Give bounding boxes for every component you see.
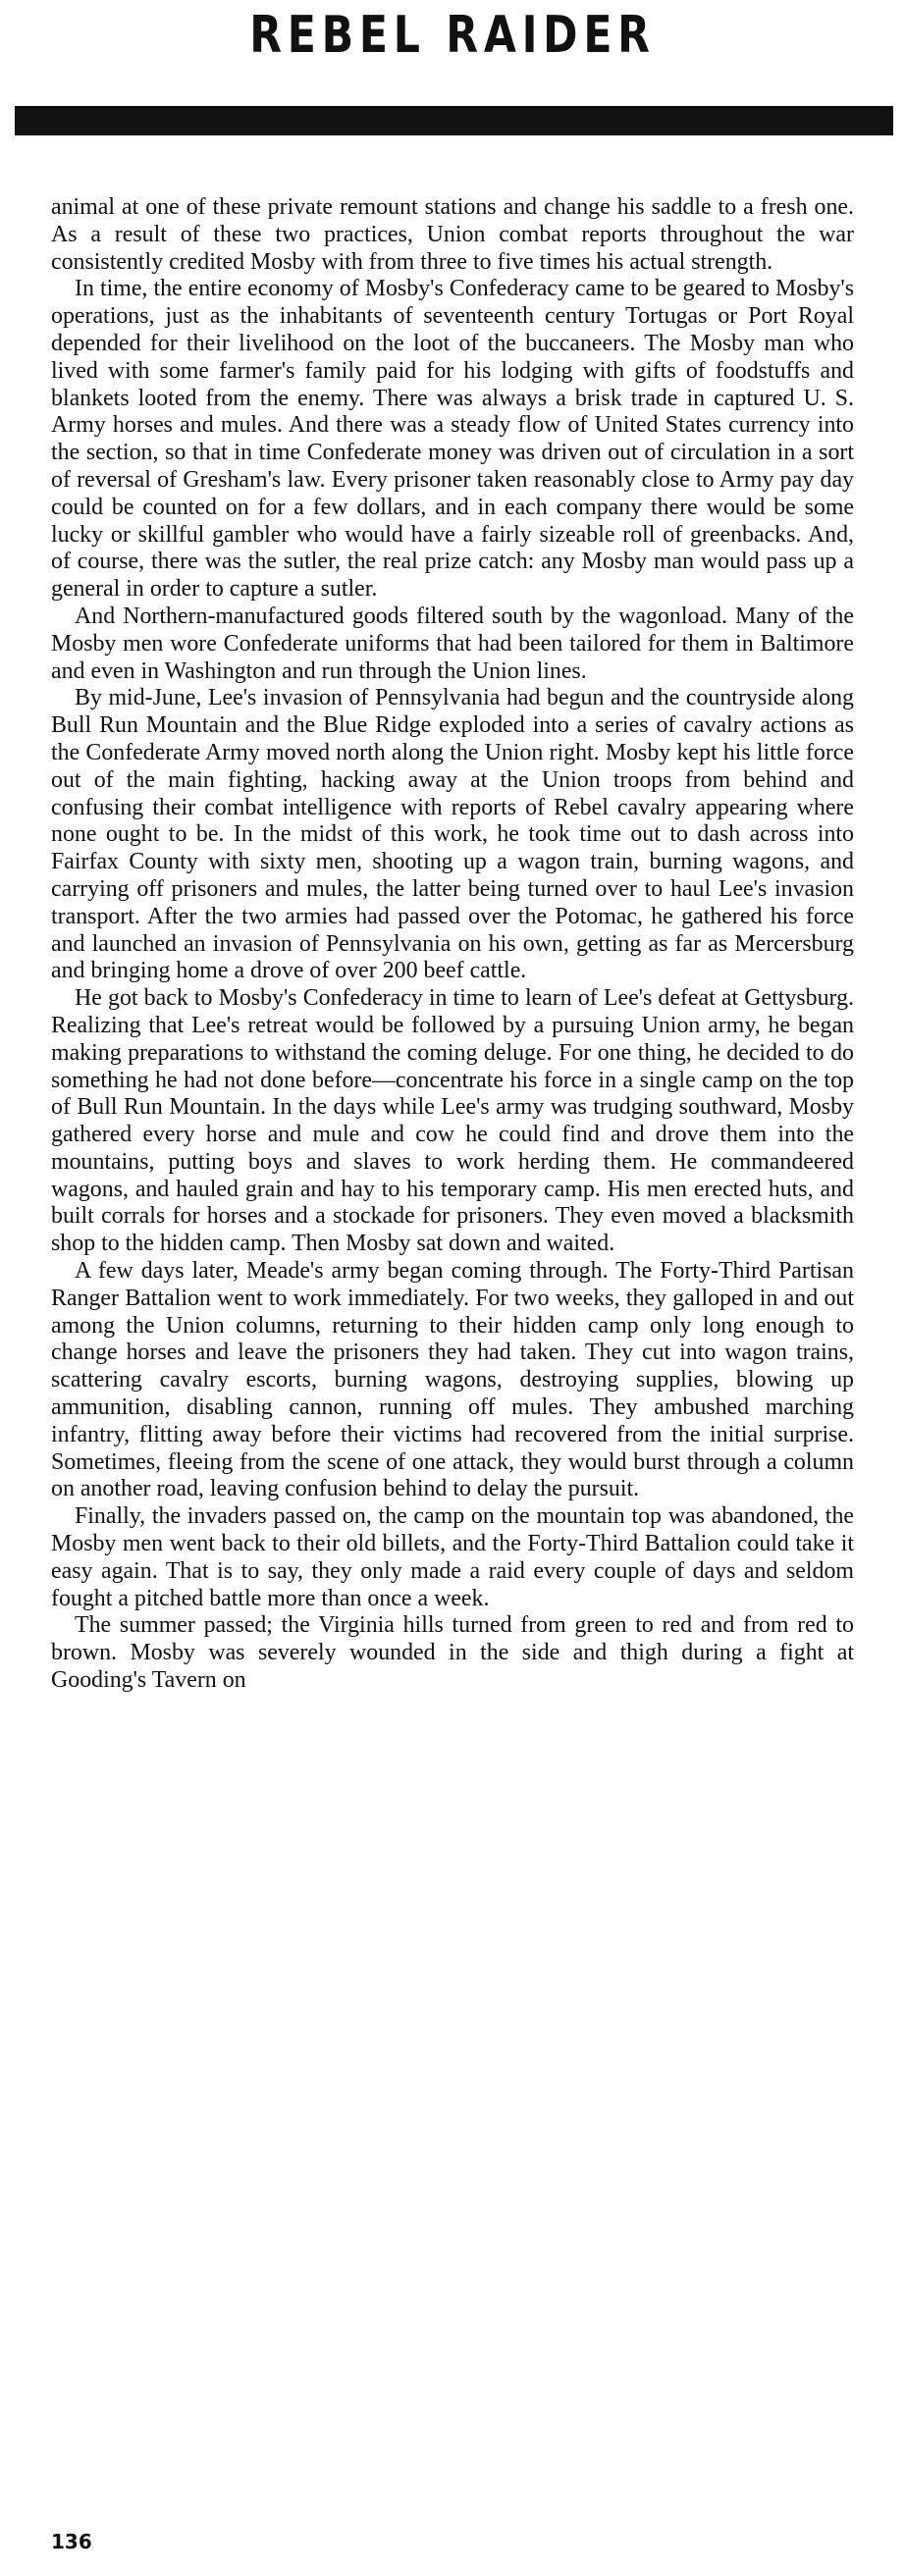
body-text — [51, 194, 854, 1695]
paragraph: A few days later, Meade's army began coming through. The Forty-Third Partisan Ranger Battalion went to work immediately. For two weeks, they galloped in and out among the Union columns, returning to their hidden camp only long enough to change horses and leave the prisoners they had taken. They cut into wagon trains, scattering cavalry escorts, burning wagons, destroying supplies, blowing up ammunition, disabling cannon, running off mules. They ambushed marching infantry, flitting away before their victims had recovered from the initial surprise. Sometimes, fleeing from the scene of one attack, they would burst through a column on another road, leaving confusion behind to delay the pursuit. — [51, 1258, 854, 1502]
header-rule — [15, 106, 893, 135]
running-title: REBEL RAIDER — [249, 6, 656, 65]
paragraph: The summer passed; the Virginia hills turned from green to red and from red to brown. Mosby was severely wounded in the side and thigh during a fight at Gooding's Tavern on — [51, 1612, 854, 1694]
paragraph: And Northern-manufactured goods filtered south by the wagonload. Many of the Mosby men wore Confederate uniforms that had been tailored for them in Baltimore and even in Washington and run through the Union lines. — [51, 603, 854, 684]
paragraph: animal at one of these private remount stations and change his saddle to a fresh one. As a result of these two practices, Union combat reports throughout the war consistently credited Mosby with from three to five times his actual strength. — [51, 194, 854, 275]
paragraph: By mid-June, Lee's invasion of Pennsylvania had begun and the countryside along Bull Run Mountain and the Blue Ridge exploded into a series of cavalry actions as the Confederate Army moved north along the Union right. Mosby kept his little force out of the main fighting, hacking away at the Union troops from behind and confusing their combat intelligence with reports of Rebel cavalry appearing where none ought to be. In the midst of this work, he took time out to dash across into Fairfax County with sixty men, shooting up a wagon train, burning wagons, and carrying off prisoners and mules, the latter being turned over to haul Lee's invasion transport. After the two armies had passed over the Potomac, he gathered his force and launched an invasion of Pennsylvania on his own, getting as far as Mercersburg and bringing home a drove of over 200 beef cattle. — [51, 685, 854, 984]
paragraph: In time, the entire economy of Mosby's Confederacy came to be geared to Mosby's operations, just as the inhabitants of seventeenth century Tortugas or Port Royal depended for their livelihood on the loot of the buccaneers. The Mosby man who lived with some farmer's family paid for his lodging with gifts of foodstuffs and blankets looted from the enemy. There was always a brisk trade in captured U. S. Army horses and mules. And there was a steady flow of United States currency into the section, so that in time Confederate money was driven out of circulation in a sort of reversal of Gresham's law. Every prisoner taken reasonably close to Army pay day could be counted on for a few dollars, and in each company there would be some lucky or skillful gambler who would have a fairly sizeable roll of greenbacks. And, of course, there was the sutler, the real prize catch: any Mosby man would pass up a general in order to capture a sutler. — [51, 276, 854, 603]
page-number: 136 — [51, 2530, 92, 2553]
paragraph: He got back to Mosby's Confederacy in time to learn of Lee's defeat at Gettysburg. Realizing that Lee's retreat would be followed by a pursuing Union army, he began making preparations to withstand the coming deluge. For one thing, he decided to do something he had not done before—concentrate his force in a single camp on the top of Bull Run Mountain. In the days while Lee's army was trudging southward, Mosby gathered every horse and mule and cow he could find and drove them into the mountains, putting boys and slaves to work herding them. He commandeered wagons, and hauled grain and hay to his temporary camp. His men erected huts, and built corrals for horses and a stockade for prisoners. They even moved a blacksmith shop to the hidden camp. Then Mosby sat down and waited. — [51, 985, 854, 1257]
paragraph: Finally, the invaders passed on, the camp on the mountain top was abandoned, the Mosby men went back to their old billets, and the Forty-Third Battalion could take it easy again. That is to say, they only made a raid every couple of days and seldom fought a pitched battle more than once a week. — [51, 1503, 854, 1611]
